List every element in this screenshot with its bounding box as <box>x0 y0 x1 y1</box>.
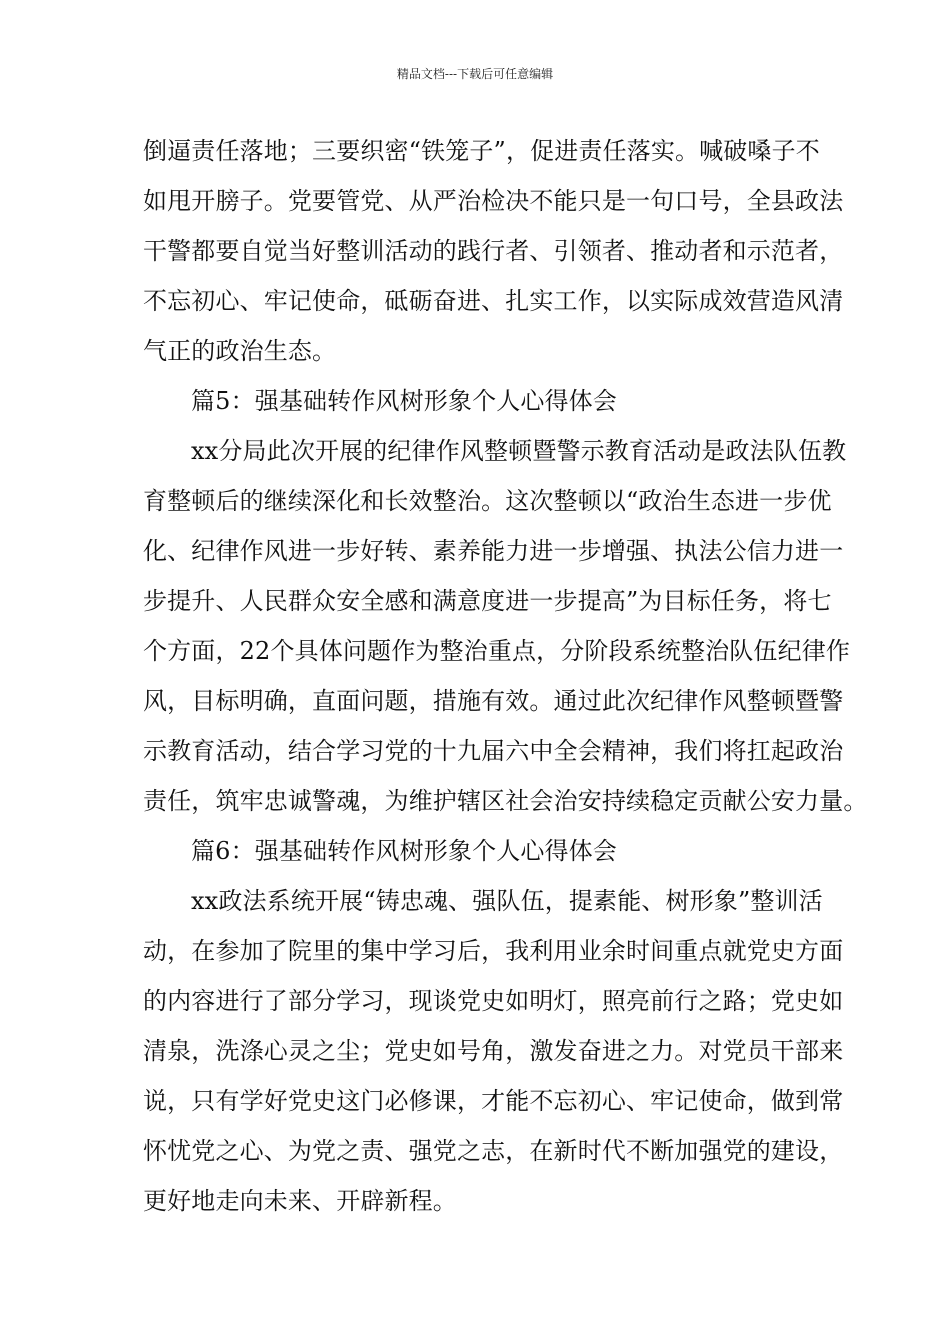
document-body <box>143 126 868 1226</box>
text-line: 示教育活动，结合学习党的十九届六中全会精神，我们将扛起政治 <box>143 737 844 765</box>
text-line: 不忘初心、牢记使命，砥砺奋进、扎实工作，以实际成效营造风清 <box>143 287 844 315</box>
text-line: 的内容进行了部分学习，现谈党史如明灯，照亮前行之路；党史如 <box>143 987 844 1015</box>
text-line: 清泉，洗涤心灵之尘；党史如号角，激发奋进之力。对党员干部来 <box>143 1037 844 1065</box>
text-line: 说，只有学好党史这门必修课，才能不忘初心、牢记使命，做到常 <box>143 1087 844 1115</box>
text-line: 育整顿后的继续深化和长效整治。这次整顿以“政治生态进一步优 <box>143 487 832 515</box>
section-heading-5: 篇5：强基础转作风树形象个人心得体会 <box>191 387 617 415</box>
text-line: 步提升、人民群众安全感和满意度进一步提高”为目标任务，将七 <box>143 587 832 615</box>
text-line: 风，目标明确，直面问题，措施有效。通过此次纪律作风整顿暨警 <box>143 687 844 715</box>
text-line: xx政法系统开展“铸忠魂、强队伍，提素能、树形象”整训活 <box>191 887 823 915</box>
section-heading-6: 篇6：强基础转作风树形象个人心得体会 <box>191 837 617 865</box>
text-line: 倒逼责任落地；三要织密“铁笼子”，促进责任落实。喊破嗓子不 <box>143 137 820 165</box>
text-line: 责任，筑牢忠诚警魂，为维护辖区社会治安持续稳定贡献公安力量。 <box>143 787 868 815</box>
text-line: 个方面，22个具体问题作为整治重点，分阶段系统整治队伍纪律作 <box>143 637 851 665</box>
text-line: 动，在参加了院里的集中学习后，我利用业余时间重点就党史方面 <box>143 937 844 965</box>
text-line: xx分局此次开展的纪律作风整顿暨警示教育活动是政法队伍教 <box>191 437 847 465</box>
text-line: 干警都要自觉当好整训活动的践行者、引领者、推动者和示范者， <box>143 237 844 265</box>
text-line: 化、纪律作风进一步好转、素养能力进一步增强、执法公信力进一 <box>143 537 844 565</box>
text-line: 气正的政治生态。 <box>143 337 337 365</box>
text-line: 怀忧党之心、为党之责、强党之志，在新时代不断加强党的建设， <box>143 1137 844 1165</box>
text-line: 如甩开膀子。党要管党、从严治检决不能只是一句口号，全县政法 <box>143 187 844 215</box>
text-line: 更好地走向未来、开辟新程。 <box>143 1187 457 1215</box>
page-header: 精品文档---下载后可任意编辑 <box>396 67 554 81</box>
